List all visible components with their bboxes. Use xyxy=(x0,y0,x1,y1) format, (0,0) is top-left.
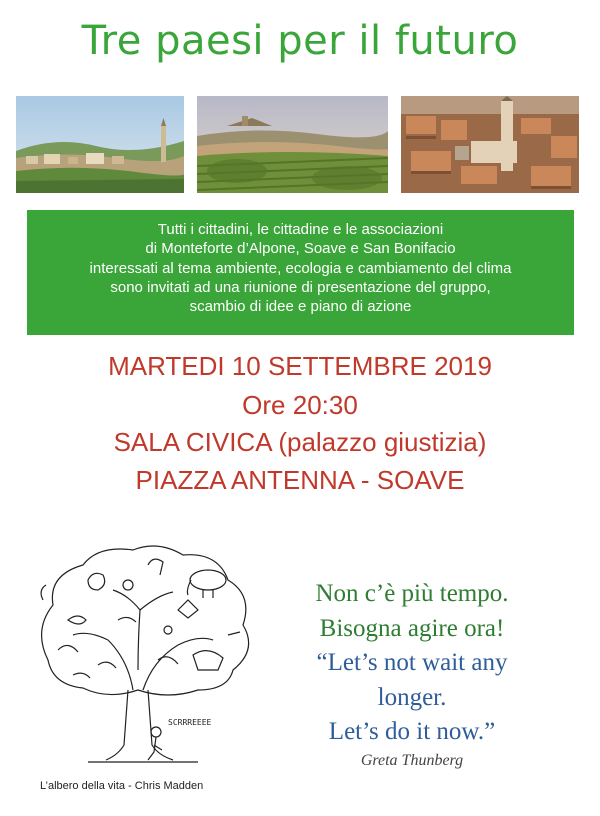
invitation-box xyxy=(27,210,574,335)
quote-english-line-1: “Let’s not wait any xyxy=(316,649,508,676)
poster-title: Tre paesi per il futuro xyxy=(81,18,519,64)
quote-italian-line-2: Bisogna agire ora! xyxy=(319,615,505,642)
photo-soave xyxy=(197,96,388,193)
speech-sound-text: SCRRREEEE xyxy=(168,718,212,727)
event-place: PIAZZA ANTENNA - SOAVE xyxy=(135,465,465,495)
photo-monteforte xyxy=(16,96,184,193)
invitation-line: scambio di idee e piano di azione xyxy=(189,298,412,316)
event-date: MARTEDI 10 SETTEMBRE 2019 xyxy=(108,351,492,381)
quote-italian-line-1: Non c’è più tempo. xyxy=(315,580,509,607)
invitation-line: di Monteforte d’Alpone, Soave e San Bonifacio xyxy=(145,240,456,258)
invitation-line: interessati al tema ambiente, ecologia e cambiamento del clima xyxy=(89,259,512,277)
tree-of-life-illustration xyxy=(28,540,260,770)
quote-english-line-3: Let’s do it now.” xyxy=(328,718,496,745)
event-time: Ore 20:30 xyxy=(242,390,358,420)
event-venue: SALA CIVICA (palazzo giustizia) xyxy=(113,427,487,457)
quote-english-line-2: longer. xyxy=(377,684,447,711)
invitation-line: sono invitati ad una riunione di presentazione del gruppo, xyxy=(110,278,491,296)
photo-san-bonifacio xyxy=(401,96,579,193)
quote-author: Greta Thunberg xyxy=(360,752,464,769)
illustration-caption: L’albero della vita - Chris Madden xyxy=(40,780,204,792)
invitation-line: Tutti i cittadini, le cittadine e le associazioni xyxy=(157,221,444,238)
